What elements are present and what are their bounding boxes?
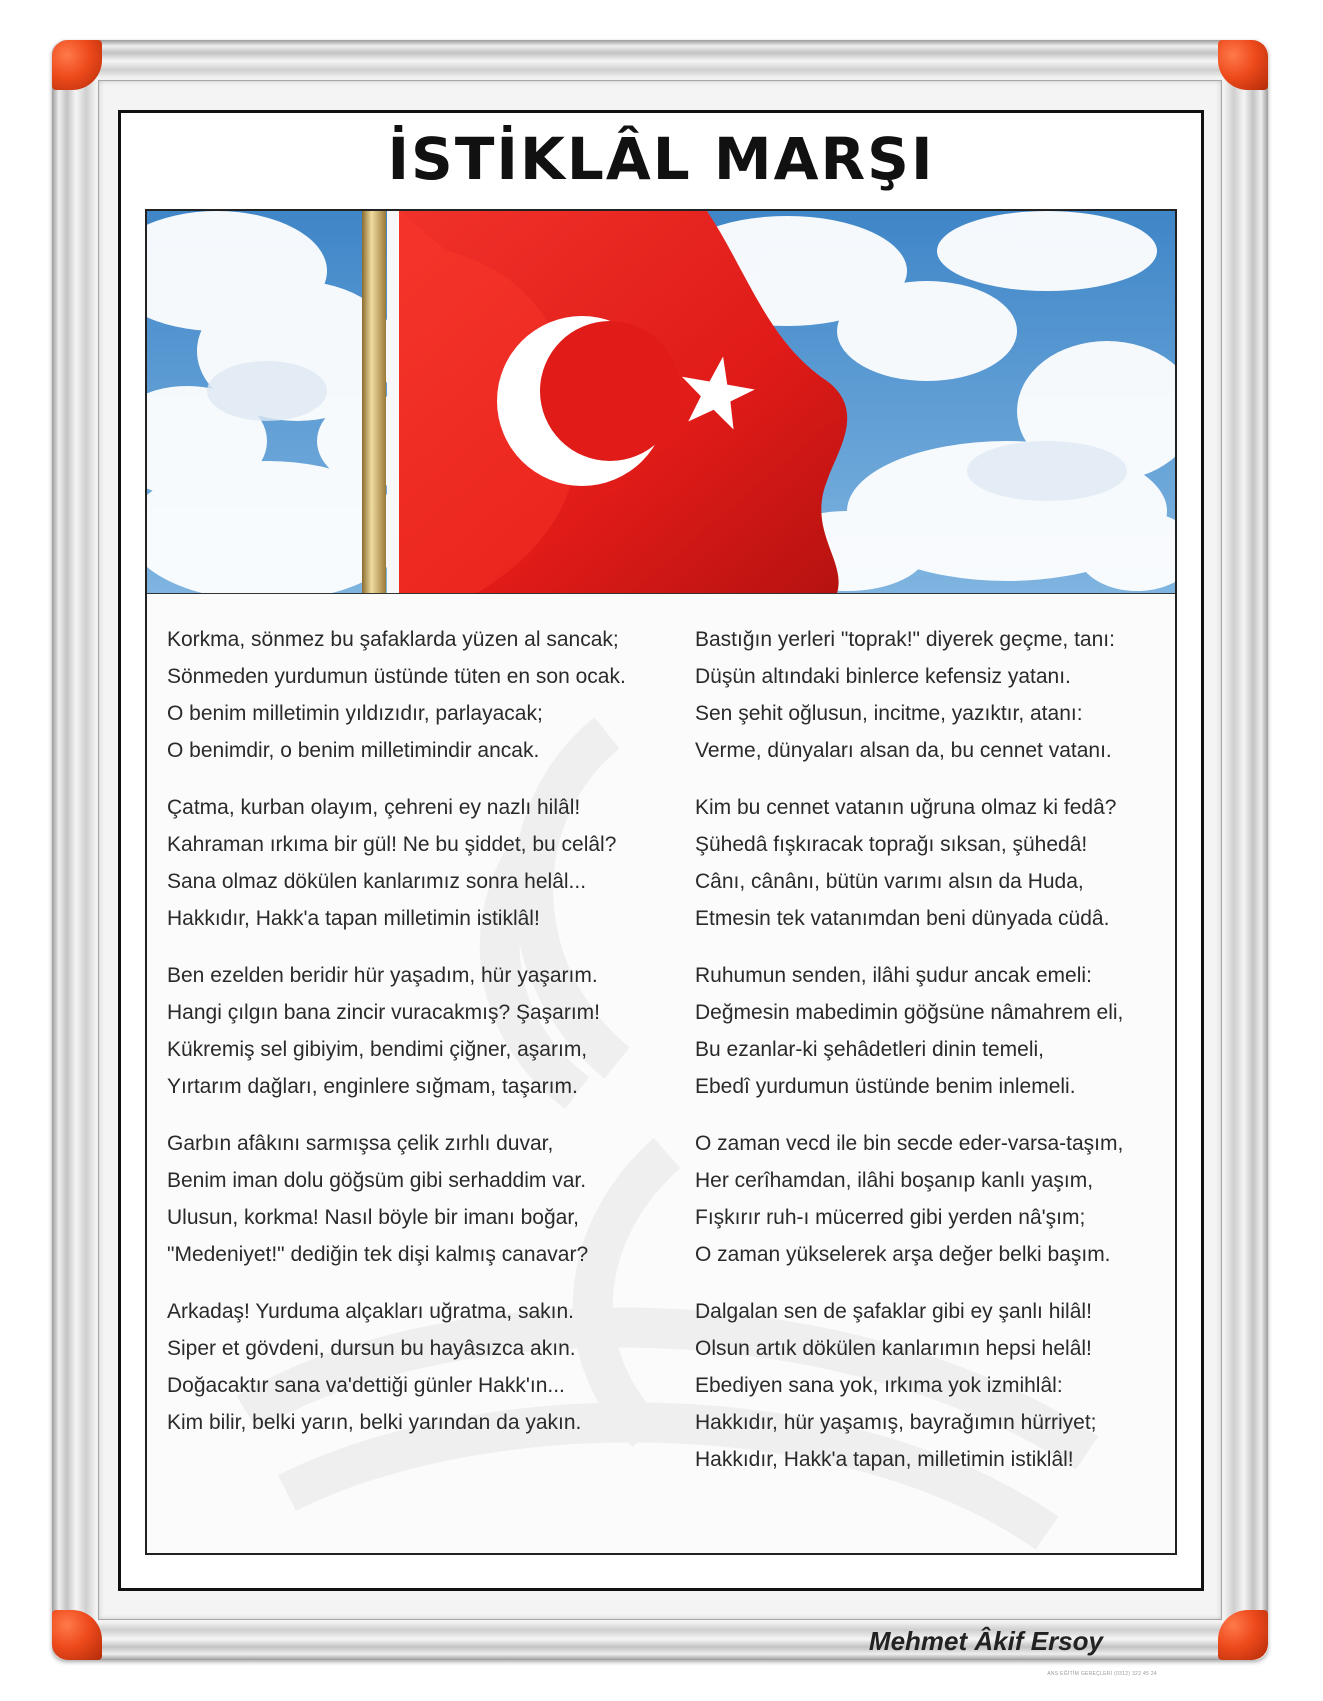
poem-line: Şühedâ fışkıracak toprağı sıksan, şühedâ!: [695, 833, 1088, 856]
poem-line: Dalgalan sen de şafaklar gibi ey şanlı hilâl!: [695, 1300, 1092, 1323]
poster-content-box: [145, 209, 1177, 1677]
frame-rail-right: [1222, 76, 1268, 1624]
poem-line: Ruhumun senden, ilâhi şudur ancak emeli:: [695, 964, 1092, 987]
stanza: [167, 957, 667, 1105]
poem-left-column: [167, 621, 667, 1461]
poem-line: Hangi çılgın bana zincir vuracakmış? Şaşarım!: [167, 1001, 601, 1024]
poem-line: O zaman yükselerek arşa değer belki başım.: [695, 1243, 1111, 1266]
poem-line: Her cerîhamdan, ilâhi boşanıp kanlı yaşım,: [695, 1169, 1094, 1192]
poem-line: Hakkıdır, Hakk'a tapan milletimin istiklâl!: [167, 907, 540, 930]
poem-line: Sana olmaz dökülen kanlarımız sonra helâl...: [167, 870, 587, 893]
poem-line: O benim milletimin yıldızıdır, parlayacak;: [167, 702, 543, 725]
poem-right-column: [695, 621, 1195, 1498]
stanza: [695, 789, 1195, 937]
poem-line: Kahraman ırkıma bir gül! Ne bu şiddet, bu celâl?: [167, 833, 617, 856]
poem-line: Olsun artık dökülen kanlarımın hepsi helâl!: [695, 1337, 1092, 1360]
stanza: [695, 1293, 1195, 1478]
stanza: [167, 1125, 667, 1273]
poem-line: Ulusun, korkma! Nasıl böyle bir imanı boğar,: [167, 1206, 580, 1229]
poem-line: "Medeniyet!" dediğin tek dişi kalmış canavar?: [167, 1243, 589, 1266]
turkish-flag-photo: [147, 211, 1175, 594]
poem-line: Doğacaktır sana va'dettiği günler Hakk'ın...: [167, 1374, 565, 1397]
poem-line: O zaman vecd ile bin secde eder-varsa-taşım,: [695, 1132, 1124, 1155]
poem-line: Sen şehit oğlusun, incitme, yazıktır, atanı:: [695, 702, 1083, 725]
frame-rail-top: [88, 40, 1232, 80]
poem-line: Benim iman dolu göğsüm gibi serhaddim var.: [167, 1169, 587, 1192]
poem-line: Sönmeden yurdumun üstünde tüten en son ocak.: [167, 665, 626, 688]
poem-line: Düşün altındaki binlerce kefensiz yatanı.: [695, 665, 1071, 688]
poem-line: Siper et gövdeni, dursun bu hayâsızca akın.: [167, 1337, 576, 1360]
poem-line: Fışkırır ruh-ı mücerred gibi yerden nâ'şım;: [695, 1206, 1086, 1229]
poem-line: Hakkıdır, hür yaşamış, bayrağımın hürriyet;: [695, 1411, 1097, 1434]
frame-rail-left: [52, 76, 98, 1624]
poem-line: Yırtarım dağları, enginlere sığmam, taşarım.: [167, 1075, 578, 1098]
poem-line: Değmesin mabedimin göğsüne nâmahrem eli,: [695, 1001, 1124, 1024]
poem-line: Kim bilir, belki yarın, belki yarından da yakın.: [167, 1411, 582, 1434]
poem-line: Kükremiş sel gibiyim, bendimi çiğner, aşarım,: [167, 1038, 588, 1061]
poem-line: Çatma, kurban olayım, çehreni ey nazlı hilâl!: [167, 796, 581, 819]
poem-line: Ebediyen sana yok, ırkıma yok izmihlâl:: [695, 1374, 1063, 1397]
publisher-imprint: ANS EĞİTİM GEREÇLERİ (0312) 322 45 24: [1047, 1671, 1157, 1677]
poem-line: Hakkıdır, Hakk'a tapan, milletimin istiklâl!: [695, 1448, 1074, 1471]
poem-line: Verme, dünyaları alsan da, bu cennet vatanı.: [695, 739, 1112, 762]
poem-line: Kim bu cennet vatanın uğruna olmaz ki fedâ?: [695, 796, 1117, 819]
poem-line: Ben ezelden beridir hür yaşadım, hür yaşarım.: [167, 964, 598, 987]
poem-line: Arkadaş! Yurduma alçakları uğratma, sakın.: [167, 1300, 574, 1323]
stanza: [695, 957, 1195, 1105]
poem-line: Bu ezanlar-ki şehâdetleri dinin temeli,: [695, 1038, 1045, 1061]
stanza: [167, 789, 667, 937]
poem-line: Bastığın yerleri "toprak!" diyerek geçme, tanı:: [695, 628, 1115, 651]
poster: [118, 110, 1204, 1677]
poem-line: Korkma, sönmez bu şafaklarda yüzen al sancak;: [167, 628, 619, 651]
poster-title: İSTİKLÂL MARŞI: [387, 125, 935, 193]
poem-line: Etmesin tek vatanımdan beni dünyada cüdâ.: [695, 907, 1110, 930]
stanza: [695, 621, 1195, 769]
poem-author: Mehmet Âkif Ersoy: [868, 1626, 1103, 1656]
poem-line: Ebedî yurdumun üstünde benim inlemeli.: [695, 1075, 1076, 1098]
stanza: [167, 621, 667, 769]
poem-line: O benimdir, o benim milletimindir ancak.: [167, 739, 540, 762]
poem-line: Cânı, cânânı, bütün varımı alsın da Huda,: [695, 870, 1084, 893]
stanza: [167, 1293, 667, 1441]
poem-line: Garbın afâkını sarmışsa çelik zırhlı duvar,: [167, 1132, 554, 1155]
stanza: [695, 1125, 1195, 1273]
